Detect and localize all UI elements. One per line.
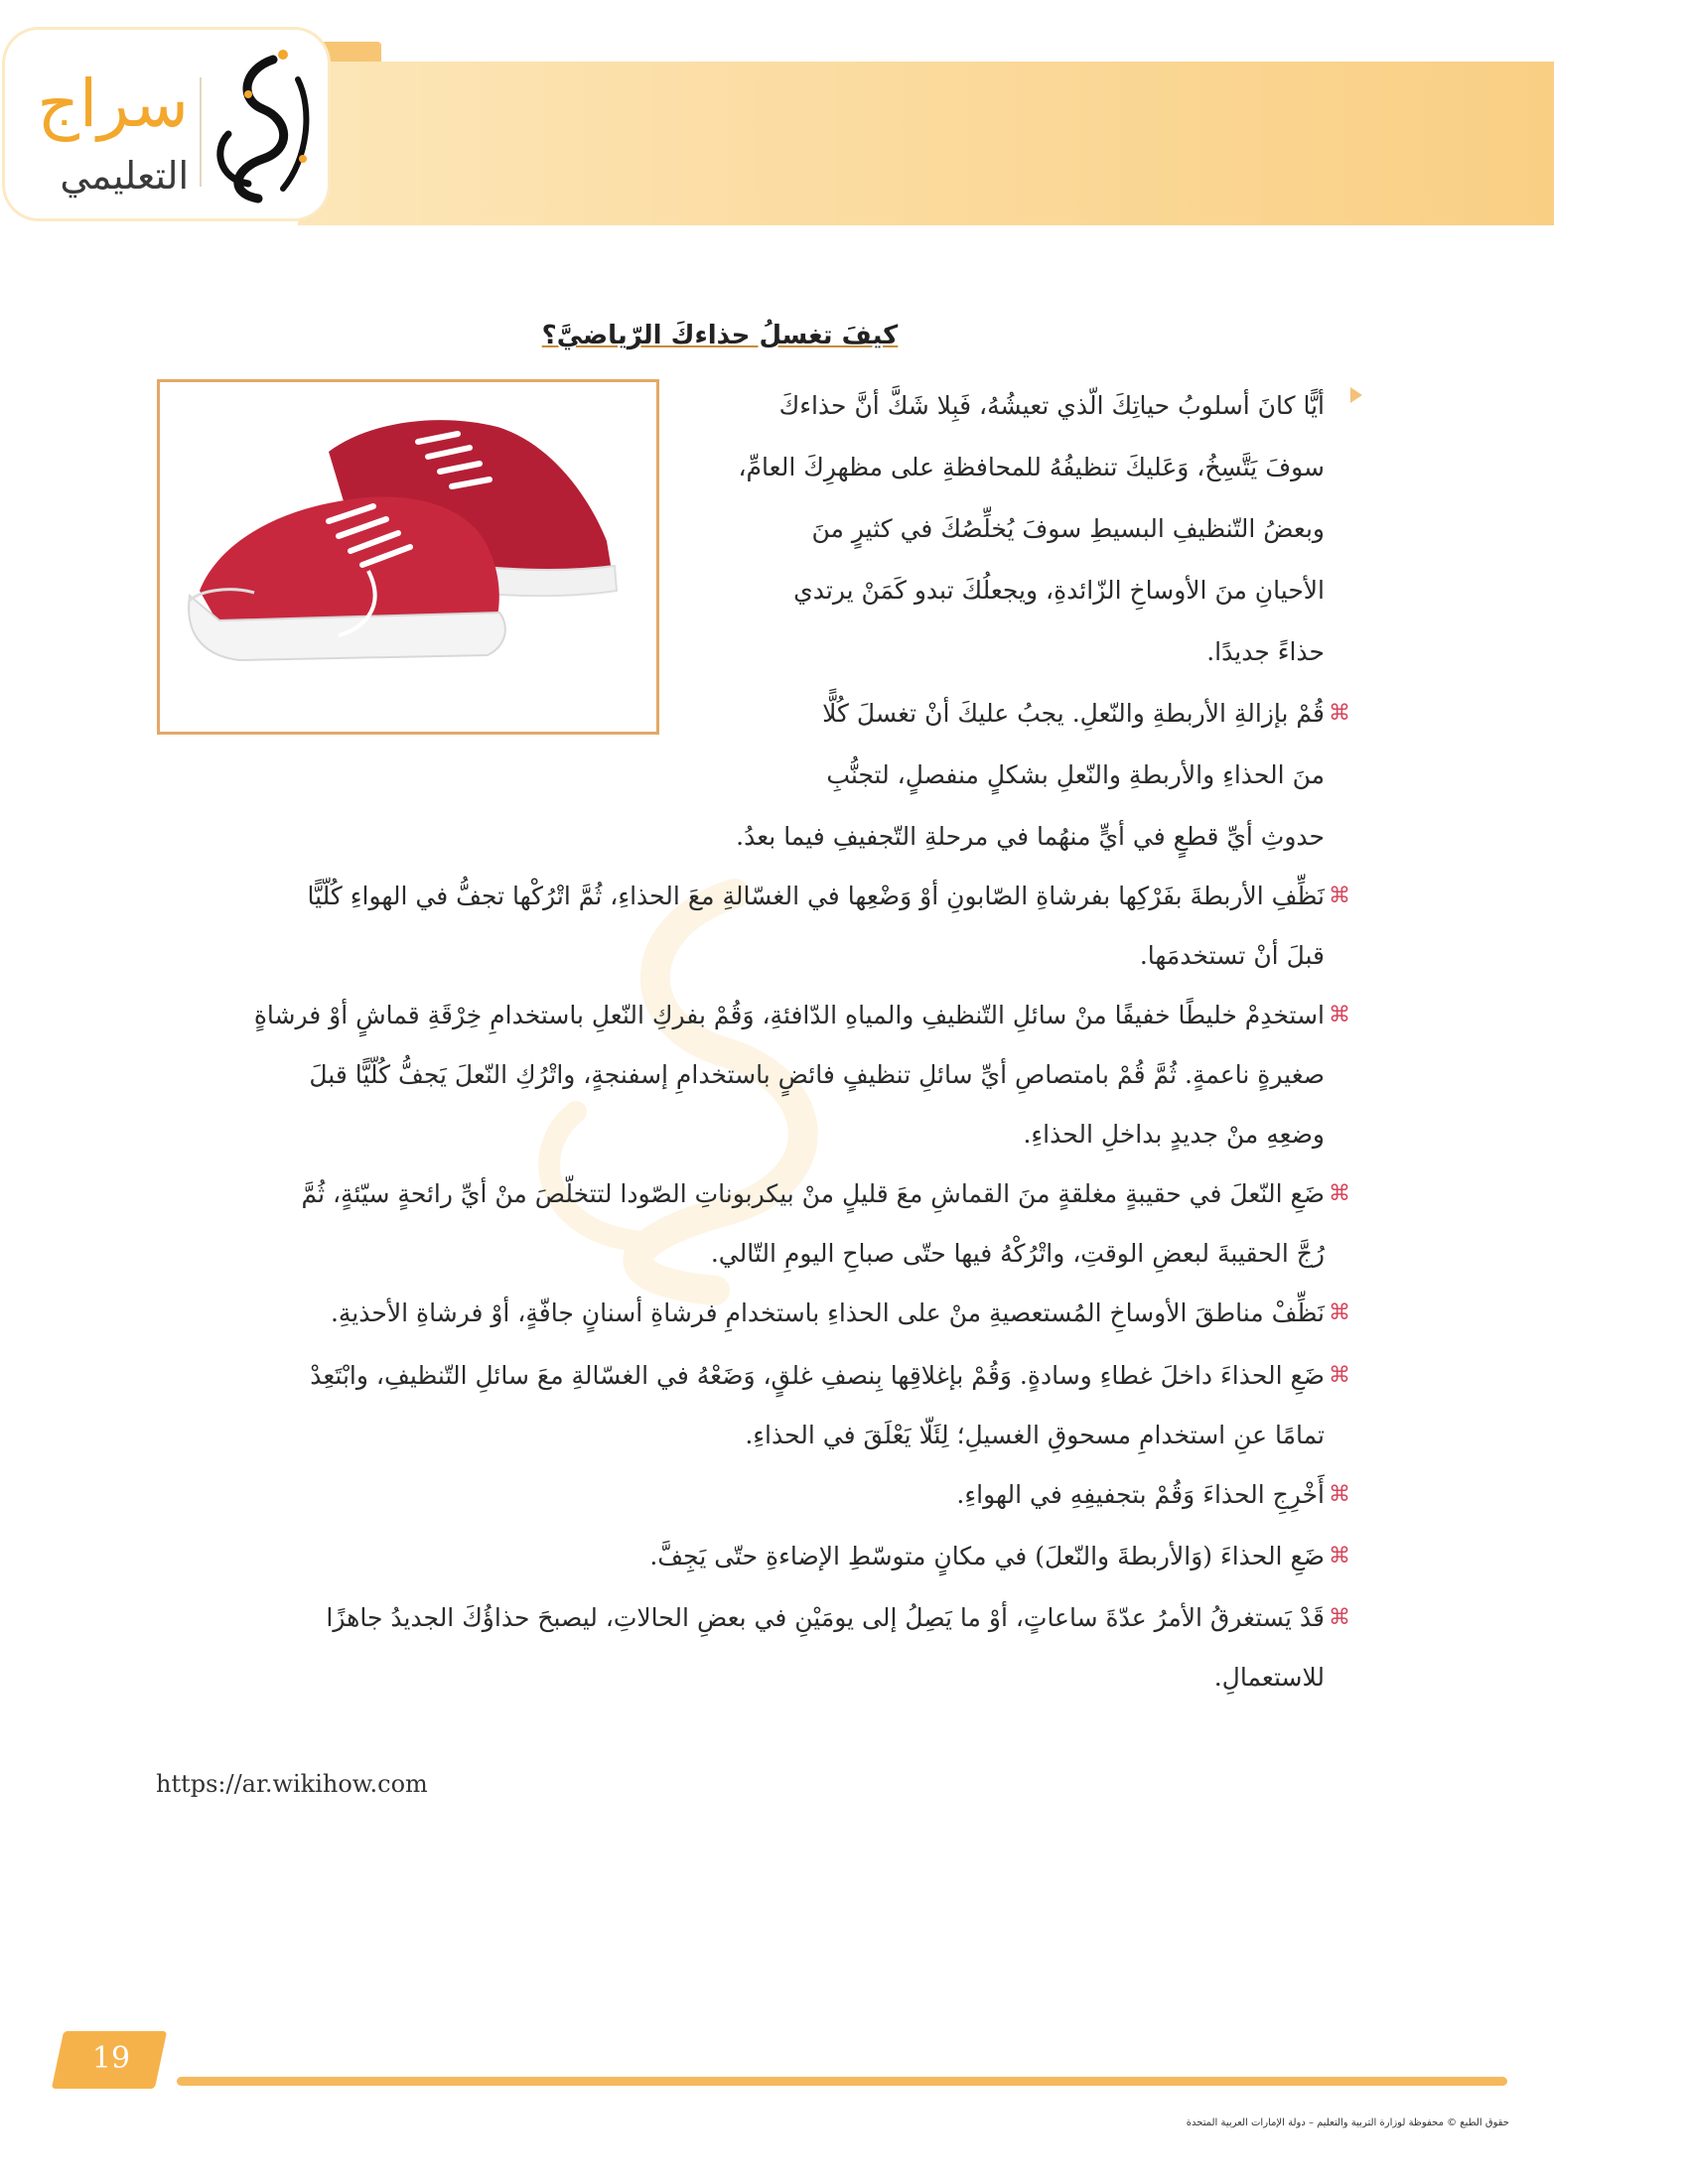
bullet-line: صغيرةٍ ناعمةٍ. ثُمَّ قُمْ بامتصاصِ أيِّ سائلِ تنظيفٍ فائضٍ باستخدامِ إسفنجةٍ، واتْرُكِ النّعلَ يَجفُّ كُلّيًّا قبلَ [309, 1060, 1325, 1089]
copyright-imprint: حقوق الطبع © محفوظة لوزارة التربية والتعليم – دولة الإمارات العربية المتحدة [1186, 2117, 1509, 2128]
logo-subtitle: التعليمي [60, 154, 189, 198]
bullet-symbol: ⌘ [1329, 1363, 1350, 1388]
bullet-symbol: ⌘ [1329, 1605, 1350, 1630]
intro-line: الأحيانِ منَ الأوساخِ الزّائدةِ، ويجعلُكَ تبدو كَمَنْ يرتدي [793, 576, 1325, 605]
header-band [298, 62, 1554, 225]
bullet-line: تمامًا عنِ استخدامِ مسحوقِ الغسيلِ؛ لِئَلّا يَعْلَقَ في الحذاءِ. [745, 1421, 1325, 1449]
article-title: كيفَ تغسلُ حذاءكَ الرّياضيَّ؟ [541, 321, 899, 350]
bullet-item [157, 1284, 1350, 1343]
intro-line: أيًّا كانَ أسلوبُ حياتِكَ الّذي تعيشُهُ، فَبِلا شَكَّ أنَّ حذاءكَ [778, 391, 1325, 420]
bullet-line: أَخْرِجِ الحذاءَ وَقُمْ بتجفيفِهِ في الهواءِ. [956, 1480, 1325, 1509]
footer-line [177, 2077, 1507, 2086]
bullet-symbol: ⌘ [1329, 884, 1350, 908]
source-link[interactable]: https://ar.wikihow.com [156, 1770, 428, 1798]
bullet-item [635, 683, 1350, 868]
bullet-line: نَظِّفِ الأربطةَ بفَرْكِها بفرشاةِ الصّابونِ أوْ وَضْعِها في الغسّالةِ معَ الحذاءِ، ثُمَّ اتْرُكْها تجفُّ في الهواءِ كُلّيًّا [307, 882, 1325, 910]
bullet-line: قبلَ أنْ تستخدمَها. [1139, 941, 1325, 970]
siraj-logo [5, 30, 328, 218]
intro-line: سوفَ يَتَّسِخُ، وَعَليكَ تنظيفُهُ للمحافظةِ على مظهرِكَ العامِّ، [738, 453, 1325, 481]
intro-paragraph [681, 375, 1325, 683]
logo-separator [200, 77, 202, 187]
bullet-symbol: ⌘ [1329, 701, 1350, 726]
bullet-line: وضعِهِ منْ جديدٍ بداخلِ الحذاءِ. [1023, 1120, 1325, 1149]
bullet-item [157, 1164, 1350, 1284]
red-sneakers-photo-icon [160, 382, 656, 732]
bullet-symbol: ⌘ [1329, 1300, 1350, 1325]
bullet-symbol: ⌘ [1329, 1544, 1350, 1569]
bullet-line: قَدْ يَستغرقُ الأمرُ عدّةَ ساعاتٍ، أوْ ما يَصِلُ إلى يومَيْنِ في بعضِ الحالاتِ، ليصبحَ حذاؤُكَ الجديدُ جاهزًا [326, 1603, 1325, 1632]
bullet-line: قُمْ بإزالةِ الأربطةِ والنّعلِ. يجبُ عليكَ أنْ تغسلَ كُلًّا [822, 699, 1325, 728]
shoe-photo-frame [157, 379, 659, 735]
bullet-line: ضَعِ الحذاءَ داخلَ غطاءِ وسادةٍ. وَقُمْ بإغلاقِها بِنصفِ غلقٍ، وَضَعْهُ في الغسّالةِ معَ سائلِ التّنظيفِ، وابْتَعِدْ [310, 1361, 1325, 1390]
bullet-item [157, 867, 1350, 986]
bullet-item [157, 1588, 1350, 1707]
bullet-item [157, 1465, 1350, 1525]
bullet-item [157, 986, 1350, 1164]
intro-marker-icon [1348, 385, 1364, 405]
logo-word: سراج [37, 66, 189, 142]
page-number: 19 [91, 2041, 131, 2076]
bullet-line: ضَعِ الحذاءَ (وَالأربطةَ والنّعلَ) في مكانٍ متوسّطِ الإضاءةِ حتّى يَجِفَّ. [649, 1542, 1325, 1570]
bullet-line: للاستعمالِ. [1213, 1663, 1325, 1692]
intro-line: وبعضُ التّنظيفِ البسيطِ سوفَ يُخلِّصُكَ في كثيرٍ منَ [811, 514, 1325, 543]
bullet-item [157, 1527, 1350, 1586]
bullet-symbol: ⌘ [1329, 1482, 1350, 1507]
bullet-line: استخدِمْ خليطًا خفيفًا منْ سائلِ التّنظيفِ والمياهِ الدّافئةِ، وَقُمْ بفركِ النّعلِ باستخدامِ خِرْقَةِ قماشٍ أوْ فرشاةٍ [253, 1001, 1325, 1029]
bullet-line: رُجَّ الحقيبةَ لبعضِ الوقتِ، واتْرُكْهُ فيها حتّى صباحِ اليومِ التّالي. [710, 1239, 1325, 1268]
bullet-symbol: ⌘ [1329, 1181, 1350, 1206]
siraj-calligraphy-mark-icon [204, 40, 323, 208]
bullet-symbol: ⌘ [1329, 1003, 1350, 1027]
bullet-line: نَظِّفْ مناطقَ الأوساخِ المُستعصيةِ منْ على الحذاءِ باستخدامِ فرشاةِ أسنانٍ جافّةٍ، أوْ فرشاةِ الأحذيةِ. [330, 1298, 1325, 1327]
intro-line: حذاءً جديدًا. [1206, 637, 1325, 666]
bullet-line: ضَعِ النّعلَ في حقيبةٍ مغلقةٍ منَ القماشِ معَ قليلٍ منْ بيكربوناتِ الصّودا لتتخلّصَ منْ أيِّ رائحةٍ سيّئةٍ، ثُمَّ [301, 1179, 1325, 1208]
bullet-item [157, 1346, 1350, 1465]
bullet-line: حدوثِ أيِّ قطعٍ في أيٍّ منهُما في مرحلةِ التّجفيفِ فيما بعدُ. [736, 822, 1325, 851]
bullet-line: منَ الحذاءِ والأربطةِ والنّعلِ بشكلٍ منفصلٍ، لتجنُّبِ [826, 760, 1325, 789]
